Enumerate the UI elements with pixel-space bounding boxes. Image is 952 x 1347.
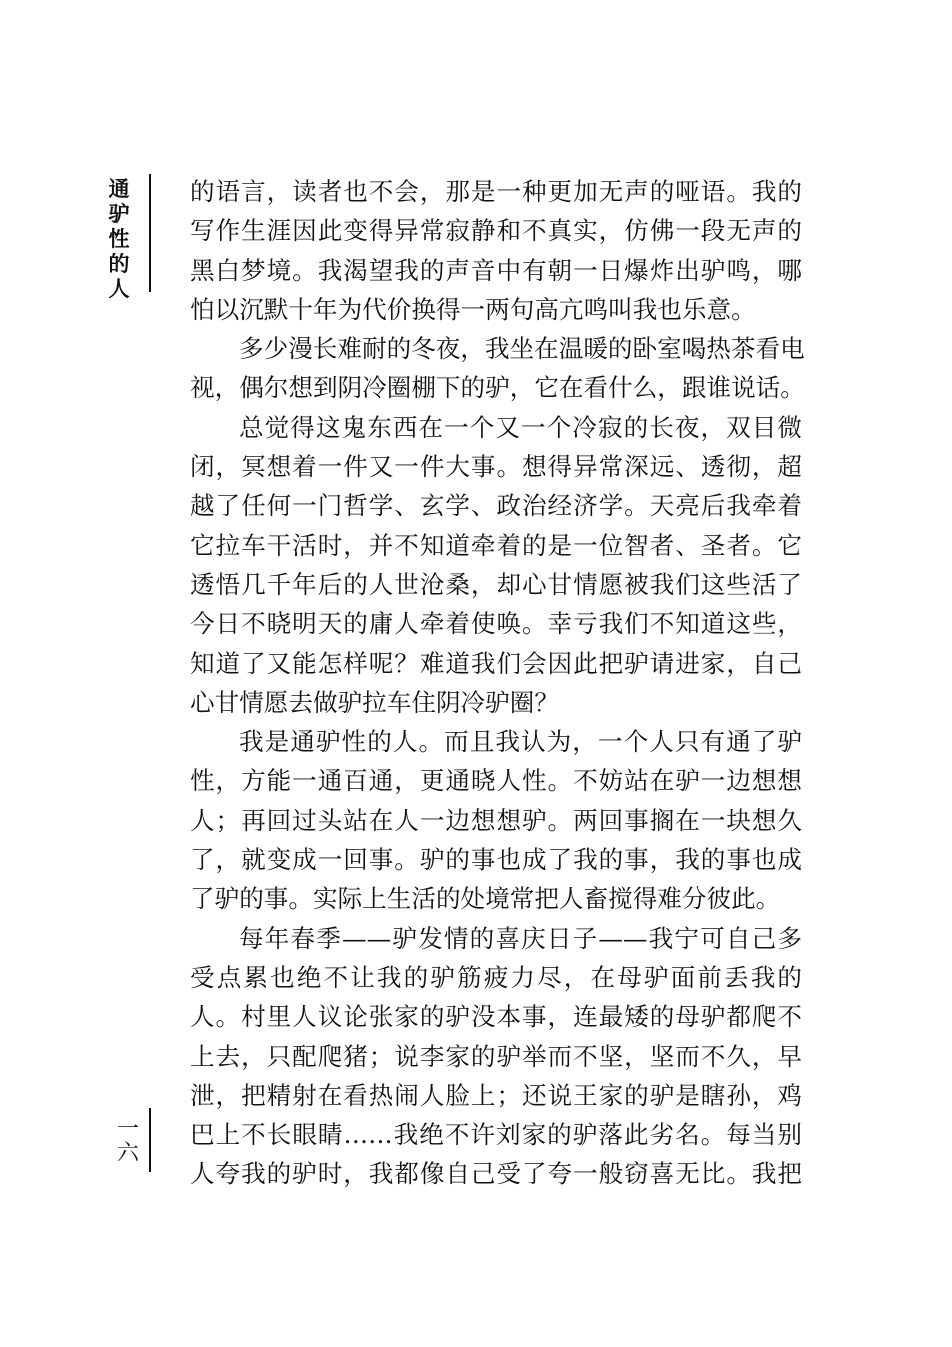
text-line: 越了任何一门哲学、玄学、政治经济学。天亮后我牵着	[190, 491, 802, 521]
text-line: 怕以沉默十年为代价换得一两句高亢鸣叫我也乐意。	[190, 294, 756, 324]
text-line: 泄，把精射在看热闹人脸上；还说王家的驴是瞎孙，鸡	[190, 1080, 802, 1110]
text-line: 它拉车干活时，并不知道牵着的是一位智者、圣者。它	[190, 530, 802, 560]
text-line: 的语言，读者也不会，那是一种更加无声的哑语。我的	[190, 177, 802, 206]
text-line: 多少漫长难耐的冬夜，我坐在温暖的卧室喝热茶看电	[239, 334, 805, 364]
text-line: 透悟几千年后的人世沧桑，却心甘情愿被我们这些活了	[190, 569, 802, 599]
text-line: 受点累也绝不让我的驴筋疲力尽，在母驴面前丢我的	[190, 962, 802, 992]
body-text	[190, 172, 805, 1194]
text-line: 总觉得这鬼东西在一个又一个冷寂的长夜，双目微	[239, 412, 802, 442]
text-line: 巴上不长眼睛……我绝不许刘家的驴落此劣名。每当别	[190, 1120, 802, 1150]
margin-rule-bottom	[149, 1108, 151, 1172]
text-line: 心甘情愿去做驴拉车住阴冷驴圈？	[190, 687, 559, 717]
text-line: 写作生涯因此变得异常寂静和不真实，仿佛一段无声的	[190, 216, 802, 246]
text-line: 人夸我的驴时，我都像自己受了夸一般窃喜无比。我把	[190, 1159, 802, 1189]
margin-rule-top	[149, 174, 151, 292]
text-line: 知道了又能怎样呢？难道我们会因此把驴请进家，自己	[190, 648, 802, 678]
text-line: 上去，只配爬猪；说李家的驴举而不坚，坚而不久，早	[190, 1041, 802, 1071]
text-line: 视，偶尔想到阴冷圈棚下的驴，它在看什么，跟谁说话。	[190, 373, 805, 403]
text-line: 性，方能一通百通，更通晓人性。不妨站在驴一边想想	[190, 766, 802, 796]
text-line: 今日不晓明天的庸人牵着使唤。幸亏我们不知道这些，	[190, 609, 802, 639]
text-line: 我是通驴性的人。而且我认为，一个人只有通了驴	[239, 727, 802, 757]
text-line: 黑白梦境。我渴望我的声音中有朝一日爆炸出驴鸣，哪	[190, 255, 802, 285]
text-line: 了驴的事。实际上生活的处境常把人畜搅得难分彼此。	[190, 884, 781, 914]
text-line: 人；再回过头站在人一边想想驴。两回事搁在一块想久	[190, 805, 802, 835]
page-number: 一六	[116, 1117, 139, 1166]
text-line: 闭，冥想着一件又一件大事。想得异常深远、透彻，超	[190, 452, 802, 482]
text-line: 了，就变成一回事。驴的事也成了我的事，我的事也成	[190, 845, 802, 875]
text-line: 人。村里人议论张家的驴没本事，连最矮的母驴都爬不	[190, 1002, 802, 1032]
running-title: 通驴性的人	[108, 176, 130, 301]
text-line: 每年春季——驴发情的喜庆日子——我宁可自己多	[239, 923, 802, 953]
